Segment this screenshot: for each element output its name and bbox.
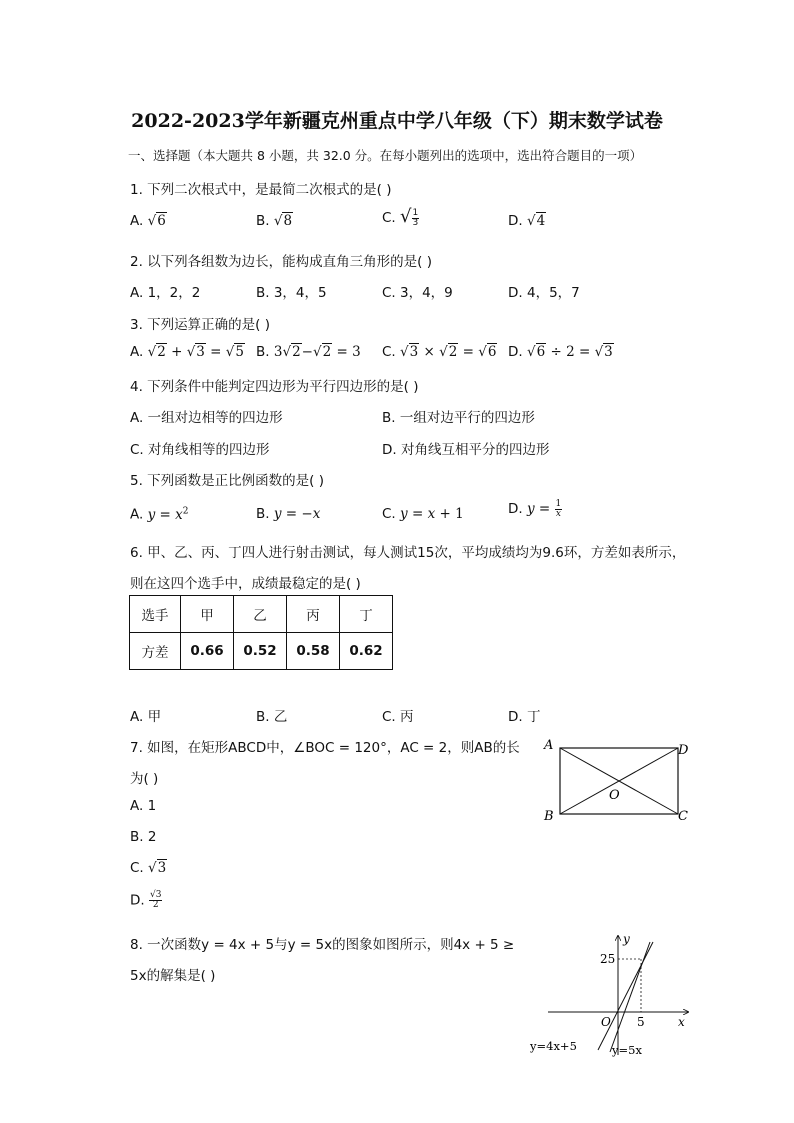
table-cell: 选手 — [130, 596, 181, 633]
q3-option-b[interactable] — [256, 344, 361, 360]
vertex-label-d: D — [678, 743, 689, 758]
option-label: B. — [256, 506, 270, 522]
option-label: C. — [382, 506, 396, 522]
q1-option-b[interactable] — [256, 213, 293, 229]
q3-option-c[interactable] — [382, 344, 497, 360]
question-6-stem-line2: 则在这四个选手中，成绩最稳定的是( ) — [130, 576, 361, 592]
question-8-stem-line1: 8. 一次函数y = 4x + 5与y = 5x的图象如图所示，则4x + 5 ≥ — [130, 937, 515, 953]
question-2-stem: 2. 以下列各组数为边长，能构成直角三角形的是( ) — [130, 254, 432, 270]
q7-option-a[interactable]: A. 1 — [130, 798, 157, 814]
q7-option-c[interactable] — [130, 860, 167, 876]
q2-option-c[interactable]: C. 3，4，9 — [382, 285, 453, 301]
option-label: A. — [130, 213, 144, 229]
sqrt-expression: √4 — [526, 213, 546, 229]
line-label-5x: y=5x — [612, 1043, 642, 1057]
q4-option-d[interactable]: D. 对角线互相平分的四边形 — [382, 442, 550, 458]
center-label-o: O — [609, 788, 620, 803]
option-label: A. — [130, 506, 144, 523]
option-label: D. — [508, 501, 523, 517]
math-expression: $y = x^2$ — [147, 506, 189, 523]
math-expression: 3√2−√2 = 3 — [273, 344, 361, 360]
option-label: C. — [382, 210, 396, 226]
rectangle-figure — [538, 736, 698, 828]
q2-option-d[interactable]: D. 4，5，7 — [508, 285, 580, 301]
q7-option-b[interactable]: B. 2 — [130, 829, 157, 845]
table-cell: 乙 — [234, 596, 287, 633]
option-label: A. — [130, 344, 144, 360]
table-cell: 甲 — [181, 596, 234, 633]
vertex-label-b: B — [544, 809, 554, 824]
fraction: $\frac{1}{3}$ — [412, 207, 419, 228]
math-expression: √3 × √2 = √6 — [400, 344, 497, 360]
question-3-stem: 3. 下列运算正确的是( ) — [130, 317, 270, 333]
q6-option-d[interactable]: D. 丁 — [508, 709, 541, 725]
question-6-stem-line1: 6. 甲、乙、丙、丁四人进行射击测试，每人测试15次，平均成绩均为9.6环，方差如表所示， — [130, 545, 686, 561]
table-cell: 方差 — [130, 633, 181, 670]
math-expression: √6 ÷ 2 = √3 — [526, 344, 613, 360]
sqrt-sign: √ — [400, 206, 412, 227]
q3-option-a[interactable] — [130, 344, 245, 360]
q6-option-b[interactable]: B. 乙 — [256, 709, 288, 725]
vertex-label-a: A — [544, 738, 554, 753]
q4-option-a[interactable]: A. 一组对边相等的四边形 — [130, 410, 283, 426]
q1-option-d[interactable] — [508, 213, 546, 229]
math-expression: √3 — [148, 860, 167, 876]
math-expression: y = x + 1 — [400, 506, 464, 522]
question-4-stem: 4. 下列条件中能判定四边形为平行四边形的是( ) — [130, 379, 419, 395]
question-1-stem: 1. 下列二次根式中，是最简二次根式的是( ) — [130, 182, 392, 198]
option-label: D. — [130, 892, 145, 909]
q1-option-a[interactable] — [130, 213, 167, 229]
q5-option-d[interactable] — [508, 500, 562, 519]
table-cell: 丁 — [340, 596, 393, 633]
q7-option-d[interactable] — [130, 891, 162, 910]
math-expression: √2 + √3 = √5 — [147, 344, 244, 360]
question-7-stem-line2: 为( ) — [130, 771, 159, 787]
math-expression: y = $\frac{1}{x}$ — [526, 499, 562, 519]
option-label: B. — [256, 213, 270, 229]
q6-option-a[interactable]: A. 甲 — [130, 709, 162, 725]
tick-label-25: 25 — [600, 952, 616, 966]
option-label: C. — [382, 344, 396, 360]
section-heading: 一、选择题（本大题共 8 小题，共 32.0 分。在每小题列出的选项中，选出符合题目的一项） — [128, 148, 643, 163]
q4-option-c[interactable]: C. 对角线相等的四边形 — [130, 442, 270, 458]
option-label: C. — [130, 860, 144, 876]
x-axis-label: x — [678, 1015, 685, 1029]
q2-option-b[interactable]: B. 3，4，5 — [256, 285, 327, 301]
table-cell: 0.52 — [234, 633, 287, 670]
tick-label-5: 5 — [637, 1015, 645, 1029]
table-cell: 0.58 — [287, 633, 340, 670]
linear-functions-graph — [528, 930, 698, 1060]
q1-option-c[interactable] — [382, 206, 419, 228]
fraction: $\frac{√3}{2}$ — [149, 890, 162, 910]
q2-option-a[interactable]: A. 1，2，2 — [130, 285, 201, 301]
variance-table — [129, 595, 393, 670]
table-cell: 0.62 — [340, 633, 393, 670]
q6-option-c[interactable]: C. 丙 — [382, 709, 414, 725]
option-label: D. — [508, 344, 523, 360]
table-row — [130, 633, 393, 670]
q3-option-d[interactable] — [508, 344, 614, 360]
sqrt-expression: √6 — [147, 213, 166, 229]
line-label-4x-plus-5: y=4x+5 — [530, 1039, 577, 1053]
option-label: D. — [508, 213, 523, 229]
table-cell: 丙 — [287, 596, 340, 633]
question-8-stem-line2: 5x的解集是( ) — [130, 968, 216, 984]
origin-label: O — [601, 1015, 611, 1029]
question-7-stem-line1: 7. 如图，在矩形ABCD中，∠BOC = 120°，AC = 2，则AB的长 — [130, 740, 520, 756]
math-expression: y = −x — [273, 506, 321, 522]
question-5-stem: 5. 下列函数是正比例函数的是( ) — [130, 473, 324, 489]
vertex-label-c: C — [678, 809, 688, 824]
table-cell: 0.66 — [181, 633, 234, 670]
line-y-5x — [610, 942, 650, 1052]
exam-title: 2022-2023学年新疆克州重点中学八年级（下）期末数学试卷 — [131, 110, 663, 132]
q5-option-c[interactable] — [382, 506, 464, 522]
q5-option-a[interactable] — [130, 506, 189, 523]
sqrt-expression: √8 — [273, 213, 293, 229]
y-axis-label: y — [623, 932, 630, 946]
table-header-row — [130, 596, 393, 633]
option-label: B. — [256, 344, 270, 360]
q4-option-b[interactable]: B. 一组对边平行的四边形 — [382, 410, 535, 426]
q5-option-b[interactable] — [256, 506, 320, 522]
